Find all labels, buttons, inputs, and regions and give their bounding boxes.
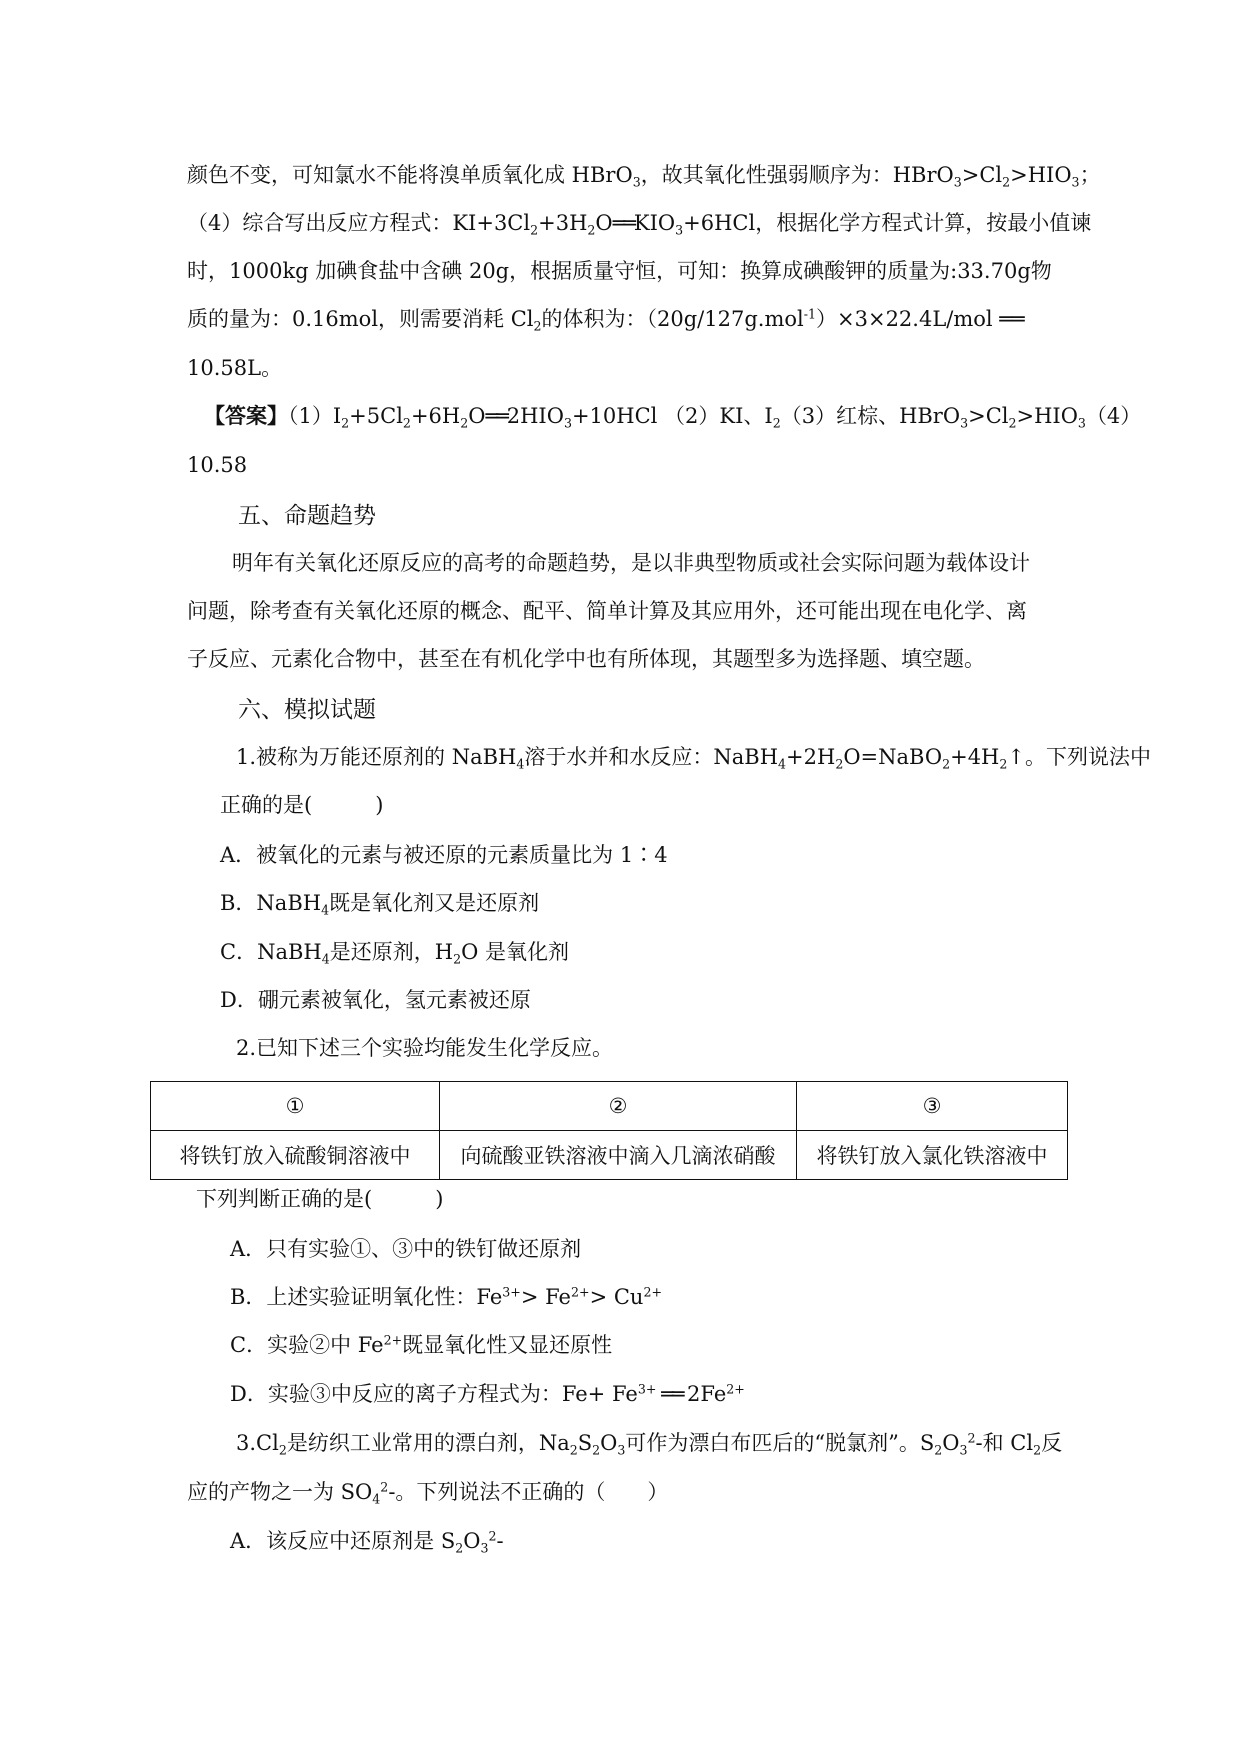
text-run: ； — [1079, 163, 1101, 187]
text-run: 是纺织工业常用的漂白剂，Na — [286, 1431, 570, 1455]
section5-paragraph-line-3: 子反应、元素化合物中，甚至在有机化学中也有所体现，其题型多为选择题、填空题。 — [187, 647, 985, 671]
text-run: 应的产物之一为 SO — [187, 1480, 373, 1504]
table-cell: 将铁钉放入硫酸铜溶液中 — [151, 1131, 440, 1180]
equals-sign: ══ — [612, 211, 634, 235]
text-run: 的体积为：（20g/127g.mol — [541, 307, 804, 331]
question-3-option-a: A．该反应中还原剂是 $S_2O_3^2-$ — [230, 1528, 504, 1556]
analysis-line-1: 颜色不变，可知氯水不能将溴单质氧化成 HBrO$_3$，故其氧化性强弱顺序为：$HBrO_3>Cl_2>HIO_3$； — [187, 163, 1101, 190]
equals-sign: ══ — [485, 404, 507, 428]
question-2-option-c — [230, 1330, 612, 1360]
text-run: +10HCl （2）KI、I — [571, 404, 773, 428]
answer-line-1: 【答案】$(1)I_2+5Cl_2+6H_2O══2HIO_3+10HCl$ （2）KI、$I_2(3)$红棕、$HBrO_3>Cl_2>HIO_3(4)$ — [204, 403, 1142, 431]
table-header-cell: ① — [151, 1082, 440, 1131]
text-run: ，故其氧化性强弱顺序为：HBrO — [640, 163, 954, 187]
text-run: +4H — [950, 745, 1000, 769]
analysis-line-5: 10.58L。 — [187, 356, 283, 380]
text-run: （4）综合写出反应方程式：KI+3Cl — [187, 211, 531, 235]
table-row — [151, 1131, 1068, 1180]
text-run: 2Fe — [687, 1382, 727, 1406]
question-2-ask: 下列判断正确的是( ) — [196, 1187, 444, 1211]
question-2-option-d — [230, 1379, 745, 1409]
text-run: B．NaBH — [220, 891, 322, 915]
question-2-option-a: A．只有实验①、③中的铁钉做还原剂 — [230, 1237, 582, 1261]
text-run: +3H — [538, 211, 588, 235]
section5-paragraph-line-1: 明年有关氧化还原反应的高考的命题趋势，是以非典型物质或社会实际问题为载体设计 — [232, 551, 1030, 575]
question-1-option-a: A．被氧化的元素与被还原的元素质量比为 1∶4 — [220, 843, 668, 867]
superscript: -1 — [803, 306, 817, 322]
text-run: >HIO — [1016, 404, 1078, 428]
text-run: +6H — [410, 404, 461, 428]
table-cell: 向硫酸亚铁溶液中滴入几滴浓硝酸 — [440, 1131, 797, 1180]
question-3-stem-line-2: 应的产物之一为 $SO_4^2-$。下列说法不正确的（ ） — [187, 1479, 669, 1507]
superscript: 2+ — [570, 1284, 590, 1300]
text-run: S — [577, 1431, 593, 1455]
text-run: ）×3×22.4L/mol ══ — [816, 307, 1025, 331]
question-1-option-d: D．硼元素被氧化，氢元素被还原 — [220, 988, 531, 1012]
text-run: （1）I — [288, 404, 342, 428]
text-run: 溶于水并和水反应：NaBH — [524, 745, 779, 769]
superscript: 3+ — [637, 1381, 657, 1397]
question-3-stem: $3.Cl_2$是纺织工业常用的漂白剂，$Na_2S_2O_3$可作为漂白布匹后的“脱氯剂”。$S_2O_3^2-$和 $Cl_2$反 — [236, 1430, 1063, 1458]
superscript: 2+ — [643, 1284, 663, 1300]
text-run: KIO — [633, 211, 676, 235]
question-2-stem: 2.已知下述三个实验均能发生化学反应。 — [236, 1036, 614, 1060]
text-run: O 是氧化剂 — [461, 940, 569, 964]
text-run: 2HIO — [506, 404, 564, 428]
superscript: 2+ — [726, 1381, 745, 1397]
text-run: >HIO — [1010, 163, 1072, 187]
text-run: （4） — [1085, 404, 1142, 428]
question-1-option-c: C．NaBH$_4$是还原剂，$H_2O$ 是氧化剂 — [220, 940, 569, 967]
answer-line-2: 10.58 — [187, 453, 248, 477]
text-run: > Fe — [520, 1285, 571, 1309]
text-run: O — [600, 1431, 618, 1455]
text-run: 3.Cl — [236, 1431, 279, 1455]
text-run: O — [595, 211, 613, 235]
text-run: ↑。下列说法中 — [1007, 745, 1151, 769]
analysis-line-4: 质的量为：0.16mol，则需要消耗 $Cl_2$的体积为：（20g/127g.mol$^{-1}$）×3×22.4L/mol ══ — [187, 306, 1025, 334]
text-run: C．实验②中 Fe — [230, 1333, 384, 1357]
text-run: 反 — [1041, 1431, 1063, 1455]
question-1-stem: 1.被称为万能还原剂的 NaBH$_4$溶于水并和水反应：$NaBH_4+2H_2O=NaBO_2+4H_2↑$。下列说法中 — [236, 745, 1151, 772]
text-run: +2H — [786, 745, 836, 769]
table-header-cell: ③ — [797, 1082, 1068, 1131]
text-run: +6HCl，根据化学方程式计算，按最小值谏 — [683, 211, 1092, 235]
text-run: >Cl — [961, 163, 1003, 187]
section-heading-5: 五、命题趋势 — [238, 503, 376, 529]
question-2-option-b — [230, 1282, 662, 1312]
text-run: C．NaBH — [220, 940, 322, 964]
text-run: （3）红棕、HBrO — [780, 404, 961, 428]
text-run: 可作为漂白布匹后的“脱氯剂”。S — [625, 1431, 935, 1455]
text-run: - — [496, 1529, 504, 1553]
text-run: 既显氧化性又显还原性 — [402, 1333, 613, 1357]
text-run: > Cu — [589, 1285, 644, 1309]
text-run: -和 Cl — [975, 1431, 1034, 1455]
text-run: 1.被称为万能还原剂的 NaBH — [236, 745, 517, 769]
text-run: D．实验③中反应的离子方程式为：Fe+ Fe — [230, 1382, 638, 1406]
analysis-line-2: （4）综合写出反应方程式：$KI+3Cl_2+3H_2O══KIO_3+6HCl$，根据化学方程式计算，按最小值谏 — [187, 211, 1092, 238]
text-run: >Cl — [968, 404, 1009, 428]
text-run: +5Cl — [349, 404, 403, 428]
table-row — [151, 1082, 1068, 1131]
analysis-line-3: 时，1000kg 加碘食盐中含碘 20g，根据质量守恒，可知：换算成碘酸钾的质量为:33.70g物 — [187, 259, 1052, 283]
text-run: 是还原剂，H — [329, 940, 454, 964]
text-run: -。下列说法不正确的（ ） — [388, 1480, 669, 1504]
text-run: O=NaBO — [843, 745, 943, 769]
superscript: 2+ — [383, 1332, 403, 1348]
table-header-cell: ② — [440, 1082, 797, 1131]
section-heading-6: 六、模拟试题 — [238, 697, 376, 723]
question-1-stem-line-2: 正确的是( ) — [220, 793, 384, 817]
section5-paragraph-line-2: 问题，除考查有关氧化还原的概念、配平、简单计算及其应用外，还可能出现在电化学、离 — [187, 599, 1027, 623]
question-1-option-b: B．NaBH$_4$既是氧化剂又是还原剂 — [220, 891, 540, 918]
text-run: O — [942, 1431, 960, 1455]
text-run: B．上述实验证明氧化性：Fe — [230, 1285, 503, 1309]
superscript: 3+ — [502, 1284, 521, 1300]
experiment-table — [150, 1081, 1068, 1180]
equals-sign: ══ — [656, 1382, 688, 1406]
text-run: 既是氧化剂又是还原剂 — [329, 891, 540, 915]
answer-label: 【答案】 — [204, 403, 288, 428]
text-run: O — [468, 404, 486, 428]
table-cell: 将铁钉放入氯化铁溶液中 — [797, 1131, 1068, 1180]
text-run: 颜色不变，可知氯水不能将溴单质氧化成 HBrO — [187, 163, 633, 187]
text-run: 质的量为：0.16mol，则需要消耗 Cl — [187, 307, 534, 331]
text-run: O — [463, 1529, 481, 1553]
text-run: A．该反应中还原剂是 S — [230, 1529, 456, 1553]
